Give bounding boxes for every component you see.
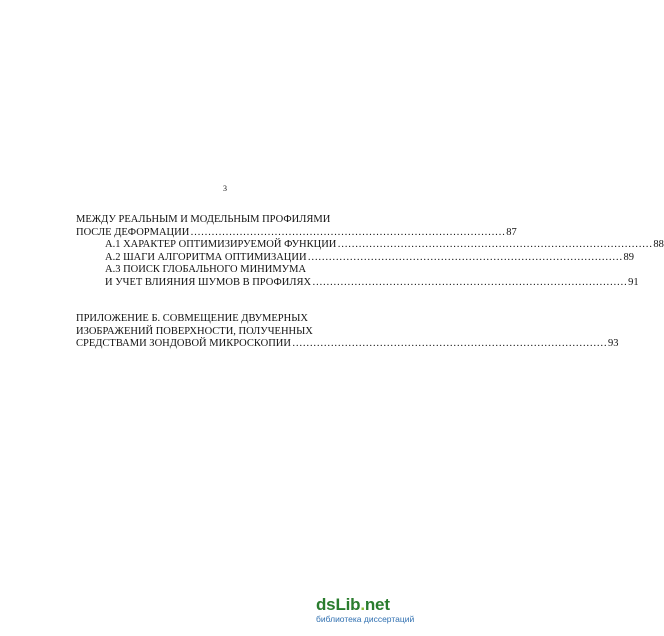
toc-block-appendix-a (76, 214, 664, 289)
toc-line (76, 326, 402, 339)
logo-main: dsLib (316, 595, 361, 614)
page-number: 3 (223, 184, 227, 193)
toc-entry-title: ПОСЛЕ ДЕФОРМАЦИИ (76, 226, 190, 238)
dslib-logo (316, 596, 436, 614)
dot-leader: ……………………………………………………………………………… (291, 338, 607, 349)
dslib-watermark[interactable] (316, 596, 436, 624)
toc-entry-page: 88 (653, 239, 664, 250)
toc-entry-title: И УЧЕТ ВЛИЯНИЯ ШУМОВ В ПРОФИЛЯХ (105, 276, 312, 288)
toc-line-text: МЕЖДУ РЕАЛЬНЫМ И МОДЕЛЬНЫМ ПРОФИЛЯМИ (76, 214, 331, 225)
toc-entry-title: А.2 ШАГИ АЛГОРИТМА ОПТИМИЗАЦИИ (105, 251, 307, 263)
dot-leader: ……………………………………………………………………………… (312, 276, 628, 288)
logo-tld: net (364, 595, 390, 614)
toc-entry-page: 93 (607, 338, 619, 349)
toc-line-text: ИЗОБРАЖЕНИЙ ПОВЕРХНОСТИ, ПОЛУЧЕННЫХ (76, 325, 313, 337)
toc-line-text: ПРИЛОЖЕНИЕ Б. СОВМЕЩЕНИЕ ДВУМЕРНЫХ (76, 313, 308, 324)
toc-entry-page: 91 (628, 276, 639, 288)
toc-entry-title: СРЕДСТВАМИ ЗОНДОВОЙ МИКРОСКОПИИ (76, 338, 291, 349)
dot-leader: ……………………………………………………………………………… (337, 239, 653, 250)
toc-entry[interactable] (76, 276, 639, 290)
toc-entry[interactable] (76, 338, 619, 351)
watermark-tagline: библиотека диссертаций (316, 614, 415, 624)
logo-dot: . (360, 595, 365, 614)
toc-entry[interactable] (76, 251, 635, 265)
dot-leader: ……………………………………………………………………………… (307, 251, 623, 263)
toc-entry[interactable] (76, 226, 517, 240)
toc-entry[interactable] (76, 239, 664, 252)
toc-entry-page: 89 (623, 251, 635, 263)
toc-entry-page: 87 (506, 226, 517, 238)
toc-line (76, 264, 402, 277)
toc-line-text: А.3 ПОИСК ГЛОБАЛЬНОГО МИНИМУМА (105, 264, 307, 275)
dot-leader: ……………………………………………………………………………… (190, 226, 506, 238)
toc-line (76, 313, 402, 326)
toc-block-appendix-b (76, 313, 619, 351)
toc-line (76, 214, 402, 227)
toc-entry-title: А.1 ХАРАКТЕР ОПТИМИЗИРУЕМОЙ ФУНКЦИИ (105, 239, 337, 250)
